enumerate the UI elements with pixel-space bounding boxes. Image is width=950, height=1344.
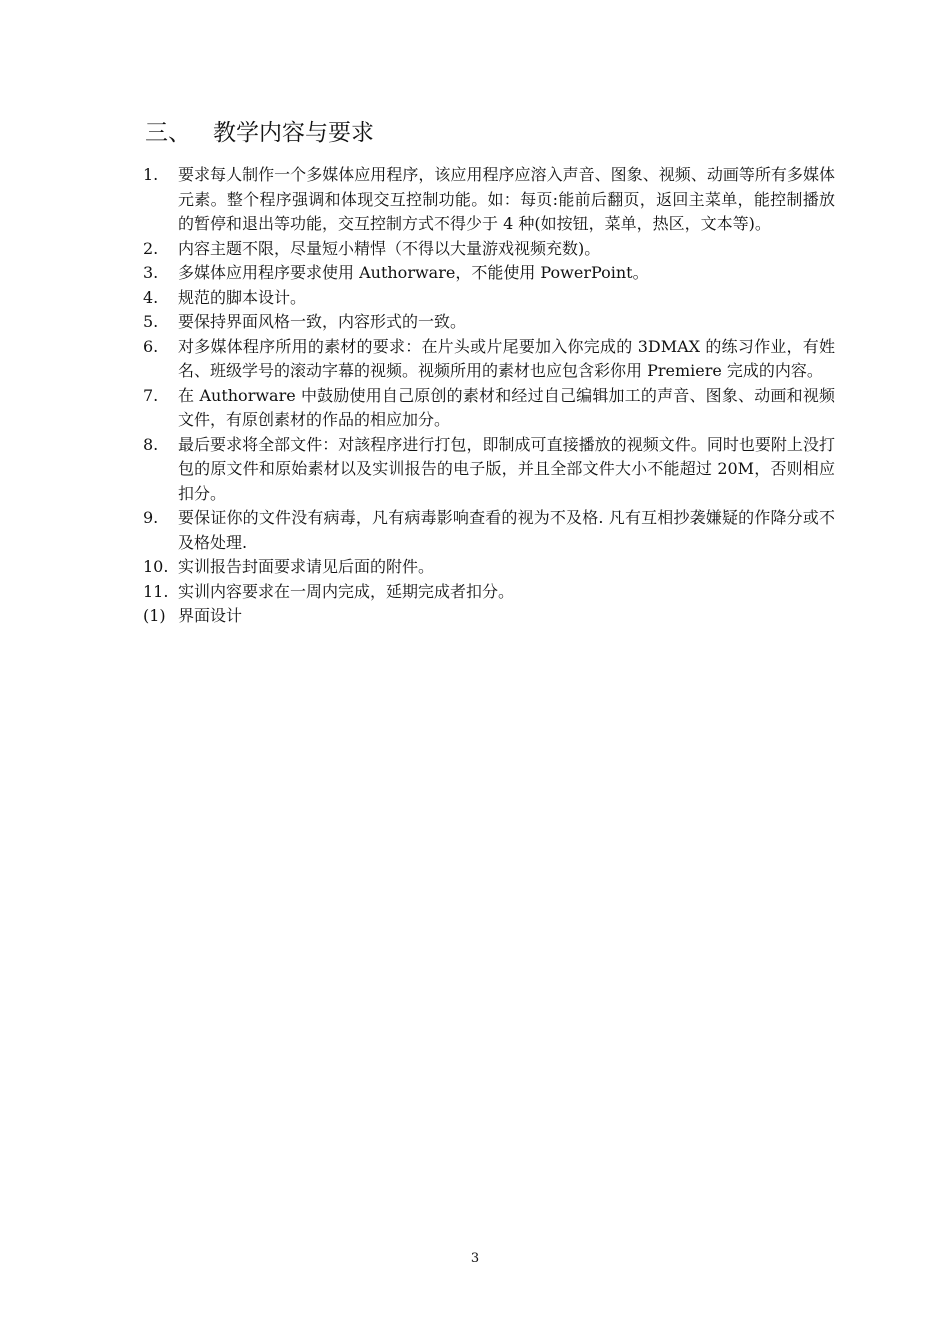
list-text: 实训内容要求在一周内完成，延期完成者扣分。 [178, 581, 515, 601]
list-text: 要保证你的文件没有病毒，凡有病毒影响查看的视为不及格. 凡有互相抄袭嫌疑的作降分或不及格处理. [178, 508, 835, 552]
list-marker: 10. [143, 557, 169, 576]
list-marker: 1. [143, 165, 159, 184]
list-marker: (1) [143, 606, 166, 625]
list-marker: 5. [143, 312, 159, 331]
list-text: 在 Authorware 中鼓励使用自己原创的素材和经过自己编辑加工的声音、图象、动画和视频文件，有原创素材的作品的相应加分。 [178, 385, 835, 429]
list-item-8 [143, 433, 835, 507]
list-text: 对多媒体程序所用的素材的要求：在片头或片尾要加入你完成的 3DMAX 的练习作业，有姓名、班级学号的滚动字幕的视频。视频所用的素材也应包含彩你用 Premiere 完成的内容。 [178, 336, 835, 380]
list-item-2 [143, 237, 835, 262]
list-marker: 4. [143, 287, 159, 307]
list-item-9 [143, 506, 835, 555]
list-item-4 [143, 286, 835, 311]
section-heading [145, 116, 374, 150]
list-item-5 [143, 310, 835, 335]
list-text: 规范的脚本设计。 [178, 287, 307, 307]
list-marker: 3. [143, 263, 159, 282]
list-marker: 2. [143, 238, 159, 258]
list-item-10 [143, 555, 835, 580]
list-text: 要求每人制作一个多媒体应用程序，该应用程序应溶入声音、图象、视频、动画等所有多媒体元素。整个程序强调和体现交互控制功能。如：每页:能前后翻页，返回主菜单，能控制播放的暂停和退出等功能，交互控制方式不得少于 4 种(如按钮，菜单，热区，文本等)。 [178, 165, 835, 233]
section-number: 三、 [145, 120, 191, 146]
list-text: 最后要求将全部文件：对該程序进行打包，即制成可直接播放的视频文件。同时也要附上没打包的原文件和原始素材以及实训报告的电子版，并且全部文件大小不能超过 20M，否则相应扣分。 [178, 434, 835, 503]
list-item-11 [143, 580, 835, 605]
list-marker: 6. [143, 336, 159, 356]
requirements-list [143, 163, 835, 629]
list-marker: 7. [143, 385, 159, 405]
list-marker: 11. [143, 581, 169, 601]
list-item-7 [143, 384, 835, 433]
section-title: 教学内容与要求 [213, 120, 374, 146]
list-marker: 8. [143, 434, 159, 454]
list-item-6 [143, 335, 835, 384]
list-item-1 [143, 163, 835, 237]
list-text: 内容主题不限，尽量短小精悍（不得以大量游戏视频充数)。 [178, 238, 601, 258]
list-text: 界面设计 [178, 606, 243, 625]
list-item-3 [143, 261, 835, 286]
list-text: 要保持界面风格一致，内容形式的一致。 [178, 312, 467, 331]
list-marker: 9. [143, 508, 159, 527]
page-number: 3 [470, 1251, 480, 1266]
list-item-sub-1 [143, 604, 835, 629]
list-text: 多媒体应用程序要求使用 Authorware，不能使用 PowerPoint。 [178, 263, 649, 282]
list-text: 实训报告封面要求请见后面的附件。 [178, 557, 435, 576]
